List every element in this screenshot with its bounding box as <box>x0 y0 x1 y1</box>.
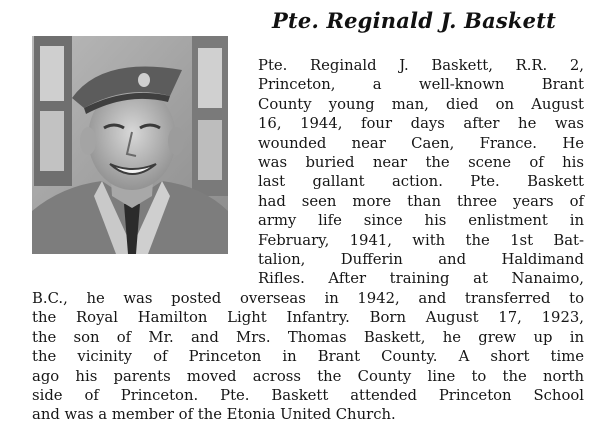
body-line: ago his parents moved across the County line to the north <box>32 367 584 385</box>
body-line: B.C., he was posted overseas in 1942, and transferred to <box>32 289 584 307</box>
body-line: talion, Dufferin and Haldimand <box>258 251 584 269</box>
body-line: Princeton, a well-known Brant <box>258 76 584 94</box>
body-line: the vicinity of Princeton in Brant County. A short time <box>32 348 584 366</box>
article-body <box>32 56 584 425</box>
body-line: 16, 1944, four days after he was <box>258 115 584 133</box>
body-line: the Royal Hamilton Light Infantry. Born August 17, 1923, <box>32 309 584 327</box>
body-line: and was a member of the Etonia United Church. <box>32 406 396 424</box>
body-line: was buried near the scene of his <box>258 154 584 172</box>
body-line: side of Princeton. Pte. Baskett attended Princeton School <box>32 386 584 404</box>
body-line: the son of Mr. and Mrs. Thomas Baskett, he grew up in <box>32 328 584 346</box>
body-line: last gallant action. Pte. Baskett <box>258 173 584 191</box>
body-line: wounded near Caen, France. He <box>258 134 584 152</box>
body-line: February, 1941, with the 1st Bat- <box>258 231 584 249</box>
body-line: had seen more than three years of <box>258 192 584 210</box>
body-line: County young man, died on August <box>258 95 584 113</box>
body-line: Pte. Reginald J. Baskett, R.R. 2, <box>258 57 584 74</box>
article-title: Pte. Reginald J. Baskett <box>272 8 557 33</box>
body-line: Rifles. After training at Nanaimo, <box>258 270 584 288</box>
body-line: army life since his enlistment in <box>258 212 584 230</box>
